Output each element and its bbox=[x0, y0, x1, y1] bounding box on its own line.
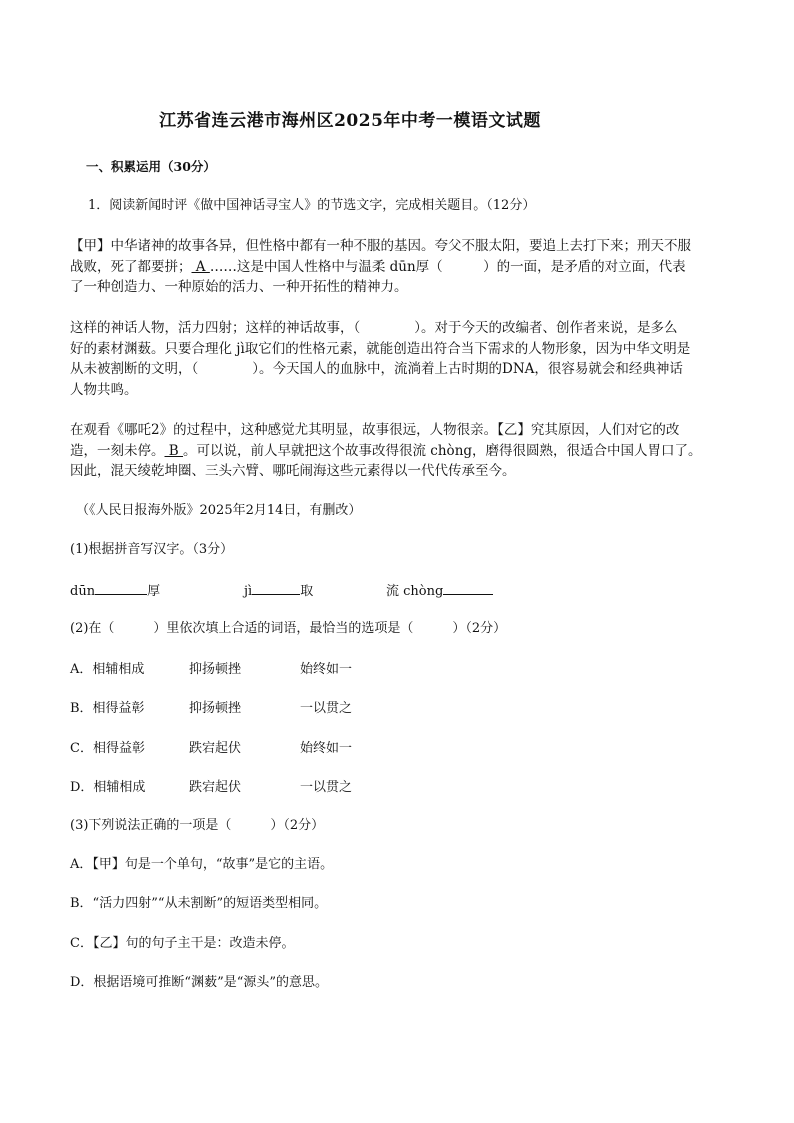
answer-blank[interactable] bbox=[443, 580, 493, 595]
option-word: 始终如一 bbox=[300, 741, 353, 756]
pinyin-suffix: 厚 bbox=[147, 584, 161, 599]
passage-paragraph-3 bbox=[70, 420, 730, 482]
passage-line: 了一种创造力、一种原始的活力、一种开拓性的精神力。 bbox=[70, 279, 408, 295]
option-word: 抑扬顿挫 bbox=[189, 701, 242, 716]
passage-line: 人物共鸣。 bbox=[70, 381, 138, 398]
passage-line: 这样的神话人物，活力四射；这样的神话故事，（ ）。对于今天的改编者、创作者来说，是多么 bbox=[70, 320, 678, 336]
sub-question-2: (2)在（ ）里依次填上合适的词语，最恰当的选项是（ ）（2分） bbox=[70, 621, 507, 636]
blank-a: A bbox=[191, 258, 210, 275]
option-word: 始终如一 bbox=[300, 662, 353, 677]
passage-text: 造，一刻未停。 bbox=[70, 442, 165, 459]
option-label: B．相得益彰 bbox=[70, 701, 145, 716]
passage-paragraph-2 bbox=[70, 318, 730, 400]
pinyin-text: dūn bbox=[70, 584, 96, 599]
passage-line: 从未被割断的文明，（ ）。今天国人的血脉中，流淌着上古时期的DNA，很容易就会和经典神话 bbox=[70, 361, 683, 377]
statement-option-b[interactable]: B．“活力四射”“从未割断”的短语类型相同。 bbox=[70, 896, 328, 911]
passage-text: 。可以说，前人早就把这个故事改得很流 chòng，磨得很圆熟，很适合中国人胃口了。 bbox=[183, 442, 702, 459]
pinyin-item bbox=[386, 580, 493, 602]
source-citation: （《人民日报海外版》2025年2月14日，有删改） bbox=[76, 503, 362, 518]
option-label: C．相得益彰 bbox=[70, 741, 145, 756]
option-word: 跌宕起伏 bbox=[189, 780, 242, 795]
passage-line: 在观看《哪吒2》的过程中，这种感觉尤其明显，故事很远，人物很亲。【乙】究其原因，人们对它的改 bbox=[70, 422, 680, 438]
choice-option-b[interactable] bbox=[70, 697, 490, 717]
option-word: 一以贯之 bbox=[300, 780, 353, 795]
statement-option-c[interactable]: C．【乙】句的句子主干是：改造未停。 bbox=[70, 936, 295, 951]
passage-paragraph-jia bbox=[70, 236, 730, 298]
choice-option-a[interactable] bbox=[70, 658, 490, 678]
option-word: 一以贯之 bbox=[300, 701, 353, 716]
option-word: 跌宕起伏 bbox=[189, 741, 242, 756]
answer-blank[interactable] bbox=[95, 580, 147, 595]
passage-line: 因此，混天绫乾坤圈、三头六臂、哪吒闹海这些元素得以一代代传承至今。 bbox=[70, 463, 516, 479]
pinyin-suffix: 取 bbox=[300, 584, 314, 599]
statement-option-a[interactable]: A．【甲】句是一个单句，“故事”是它的主语。 bbox=[70, 857, 334, 872]
sub-question-1: (1)根据拼音写汉字。（3分） bbox=[70, 542, 234, 557]
option-word: 抑扬顿挫 bbox=[189, 662, 242, 677]
passage-text: ……这是中国人性格中与温柔 dūn厚（ ）的一面，是矛盾的对立面，代表 bbox=[209, 258, 686, 275]
pinyin-text: jì bbox=[244, 584, 253, 599]
pinyin-item bbox=[244, 580, 313, 602]
blank-b: B bbox=[164, 442, 184, 459]
sub-question-3: (3)下列说法正确的一项是（ ）（2分） bbox=[70, 818, 325, 833]
page-title: 江苏省连云港市海州区2025年中考一模语文试题 bbox=[159, 111, 541, 131]
choice-option-d[interactable] bbox=[70, 776, 490, 796]
question-1-stem: 1．阅读新闻时评《做中国神话寻宝人》的节选文字，完成相关题目。（12分） bbox=[88, 198, 536, 213]
passage-text: 战败，死了都要拼； bbox=[70, 258, 192, 275]
pinyin-text: 流 chòng bbox=[386, 584, 444, 599]
choice-option-c[interactable] bbox=[70, 737, 490, 757]
passage-line bbox=[70, 441, 730, 462]
pinyin-item bbox=[70, 580, 160, 602]
option-label: D．相辅相成 bbox=[70, 780, 146, 795]
statement-option-d[interactable]: D．根据语境可推断“渊薮”是“源头”的意思。 bbox=[70, 975, 329, 990]
passage-line bbox=[70, 257, 730, 278]
section-heading: 一、积累运用（30分） bbox=[86, 159, 216, 174]
option-label: A．相辅相成 bbox=[70, 662, 145, 677]
answer-blank[interactable] bbox=[252, 580, 300, 595]
passage-line: 好的素材渊薮。只要合理化 jì取它们的性格元素，就能创造出符合当下需求的人物形象，因为中华文明是 bbox=[70, 340, 691, 357]
passage-line: 【甲】中华诸神的故事各异，但性格中都有一种不服的基因。夸父不服太阳，要追上去打下来；刑天不服 bbox=[70, 238, 691, 254]
